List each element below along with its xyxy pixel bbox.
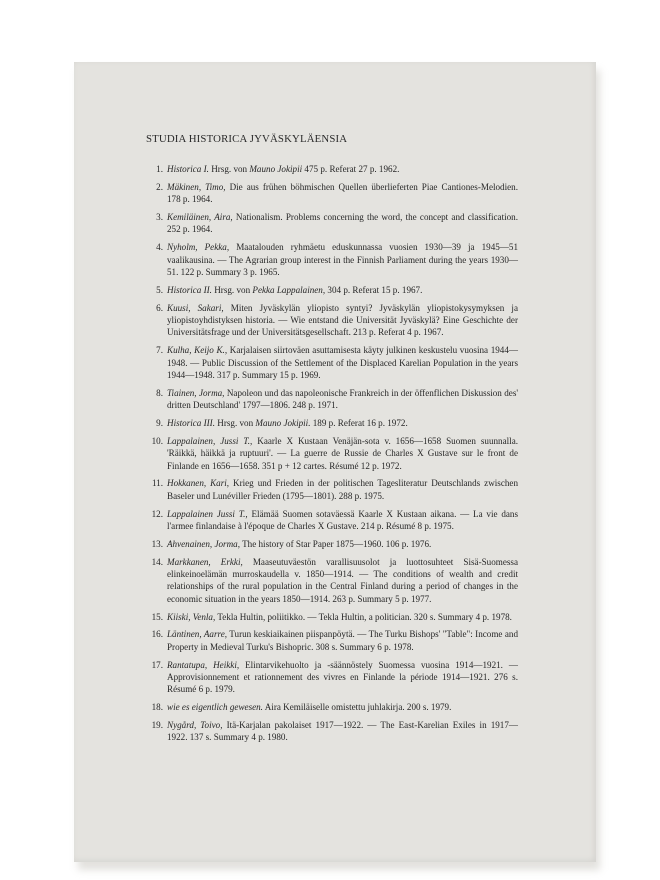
entry-number: 13 . (146, 538, 163, 550)
entry-text: Aira Kemiläiselle omistettu juhlakirja. 200 s. 1979. (262, 702, 452, 713)
entry-number: 18 . (146, 701, 163, 713)
entry-text: Krieg und Frieden in der politischen Tagesliteratur Deutschlands zwischen Baseler und Lunéviller Frieden (1795—1801). 288 p. 1975. (167, 478, 518, 501)
entry-text: Die aus frühen böhmischen Quellen überlieferten Piae Cantiones-Melodien. 178 p. 1964. (167, 181, 518, 205)
entry-text: Hrsg. von (208, 164, 250, 174)
entry-italic-text: Nyholm, Pekka, (167, 242, 230, 253)
publication-entry (146, 241, 518, 278)
entry-italic-text: Rantatupa, Heikki, (167, 659, 240, 670)
entry-italic-text: Mäkinen, Timo, (167, 181, 226, 192)
entry-text: Nationalism. Problems concerning the word, the concept and classification. 252 p. 1964. (167, 212, 519, 235)
entry-text: Maatalouden ryhmäetu eduskunnassa vuosien 1930—39 ja 1945—51 vaalikausina. — The Agrarian group interest in the Finnish Parliament during the years 1930—51. 122 p. Summary 3 p. 1965. (167, 242, 518, 278)
entry-text: Karjalaisen siirtoväen asuttamisesta käyty julkinen keskustelu vuosina 1944—1948. — Public Discussion of the Settlement of the Displaced Karelian Population in the years 1944—1948. 317 p. Summary 15 p. 1969. (167, 345, 518, 381)
entry-text: Kaarle X Kustaan Venäjän-sota v. 1656—1658 Suomen suunnalla. 'Räikkä, häikkä ja ruptuuri'. — La guerre de Russie de Charles X Gustave sur le front de Finlande en 1656—1658. 351 p + 12 cartes. Résumé 12 p. 1972. (167, 435, 519, 471)
entry-text: Hrsg. von (215, 418, 256, 429)
entry-italic-text: Läntinen, Aarre, (167, 629, 228, 640)
entry-number: 14 . (146, 556, 163, 568)
entry-text: Miten Jyväskylän yliopisto syntyi? Jyväskylän yliopistokysymyksen ja yliopistoyhdistyksen historia. — Wie entstand die Universität Jyväskylä? Eine Geschichte der Universitätsfrage und der Universitätsgesellschaft. 213 p. Referat 4 p. 1967. (167, 302, 518, 338)
entry-italic-text: Hokkanen, Kari, (167, 478, 230, 489)
entry-text: Elämää Suomen sotaväessä Kaarle X Kustaan aikana. — La vie dans l'armee finlandaise à l'époque de Charles X Gustave. 214 p. Résumé 8 p. 1975. (167, 508, 519, 532)
entry-italic-text: Kulha, Keijo K., (167, 345, 228, 356)
publication-entry (146, 611, 518, 623)
entry-number: 19 . (146, 719, 163, 731)
publication-entry (146, 181, 518, 206)
entry-number: 10 . (146, 435, 163, 447)
publication-entry (146, 659, 518, 696)
entry-number: 3 . (146, 211, 163, 223)
entry-number: 1 . (146, 163, 163, 175)
entry-number: 8 . (146, 387, 163, 399)
entry-italic-text: Tiainen, Jorma, (167, 387, 225, 398)
publication-entry (146, 284, 518, 296)
entry-italic-text: Mauno Jokipii (249, 164, 303, 174)
entry-italic-text: Historica III. (167, 418, 215, 429)
entry-number: 6 . (146, 302, 163, 314)
publication-entry (146, 344, 518, 381)
entry-number: 4 . (146, 241, 163, 253)
entry-number: 7 . (146, 344, 163, 356)
publication-entry (146, 387, 518, 412)
entry-italic-text: Markkanen, Erkki, (167, 556, 243, 567)
entry-italic-text: Kuusi, Sakari, (167, 302, 224, 313)
entry-number: 16 . (146, 628, 163, 640)
entry-text: Maaseutuväestön varallisuusolot ja luottosuhteet Sisä-Suomessa elinkeinoelämän murroskaudella v. 1850—1914. — The conditions of wealth and credit relationships of the rural population in the Central Finland during a period of changes in the economic situation in the years 1850—1914. 263 p. Summary 5 p. 1977. (167, 556, 518, 604)
entry-number: 2 . (146, 181, 163, 193)
entry-italic-text: Lappalainen, Jussi T., (167, 435, 253, 446)
publication-entry (146, 628, 518, 653)
publication-entry (146, 538, 518, 550)
entry-italic-text: Lappalainen Jussi T., (167, 508, 248, 519)
entry-italic-text: Pekka Lappalainen, (252, 284, 326, 295)
entry-number: 15 . (146, 611, 163, 623)
publication-entry (146, 302, 518, 339)
publication-entry (146, 477, 518, 502)
publication-entry (146, 719, 518, 744)
publication-entry (146, 163, 518, 175)
publication-entry (146, 508, 518, 533)
publication-entry (146, 435, 518, 472)
entry-italic-text: Historica I. (167, 164, 209, 174)
entry-number: 12 . (146, 508, 163, 520)
entry-number: 5 . (146, 284, 163, 296)
entry-text: The history of Star Paper 1875—1960. 106 p. 1976. (239, 538, 432, 549)
entry-text: Napoleon und das napoleonische Frankreich in der öffenflichen Diskussion des' dritten Deutschland' 1797—1806. 248 p. 1971. (167, 387, 519, 411)
entry-text: 189 p. Referat 16 p. 1972. (310, 418, 408, 429)
entry-italic-text: Ahvenainen, Jorma, (167, 538, 240, 549)
entry-italic-text: wie es eigentlich gewesen. (167, 702, 263, 713)
entry-number: 11 . (146, 477, 163, 489)
entry-text: Turun keskiaikainen piispanpöytä. — The Turku Bishops' "Table": Income and Property in Medieval Turku's Bishopric. 308 s. Summary 6 p. 1978. (167, 629, 518, 652)
entry-text: Itä-Karjalan pakolaiset 1917—1922. — The East-Karelian Exiles in 1917—1922. 137 s. Summary 4 p. 1980. (167, 720, 518, 743)
entry-italic-text: Kemiläinen, Aira, (167, 212, 233, 222)
publication-list (146, 163, 518, 749)
entry-italic-text: Nygård, Toivo, (167, 720, 223, 731)
publication-entry (146, 211, 518, 236)
entry-text: Hrsg. von (211, 284, 253, 295)
series-title: STUDIA HISTORICA JYVÄSKYLÄENSIA (146, 133, 348, 145)
publication-entry (146, 701, 518, 713)
entry-text: Tekla Hultin, poliitikko. — Tekla Hultin, a politician. 320 s. Summary 4 p. 1978. (215, 611, 512, 622)
entry-text: Elintarvikehuolto ja -säännöstely Suomessa vuosina 1914—1921. — Approvisionnement et rationnement des vivres en Finlande la période 1914—1921. 276 s. Résumé 6 p. 1979. (167, 659, 518, 695)
entry-italic-text: Kiiski, Venla, (167, 611, 216, 622)
publication-entry (146, 417, 518, 429)
entry-number: 17 . (146, 659, 163, 671)
entry-number: 9 . (146, 417, 163, 429)
publication-entry (146, 556, 518, 606)
entry-text: 304 p. Referat 15 p. 1967. (325, 284, 423, 295)
entry-italic-text: Mauno Jokipii. (255, 418, 311, 429)
entry-text: 475 p. Referat 27 p. 1962. (302, 164, 400, 174)
entry-italic-text: Historica II. (167, 284, 212, 295)
